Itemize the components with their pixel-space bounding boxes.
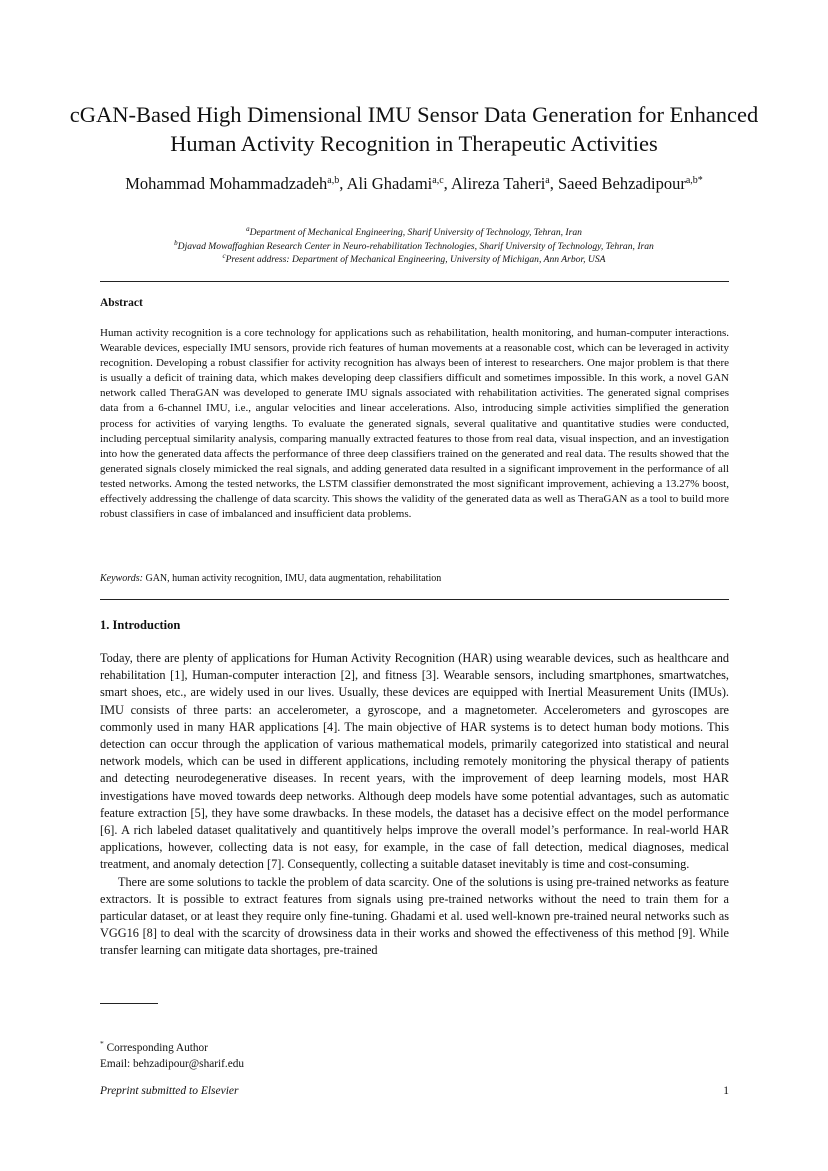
keywords — [100, 573, 441, 584]
footnote — [100, 1040, 244, 1072]
affiliation — [60, 253, 768, 267]
footnote-mark: * — [100, 1039, 104, 1048]
affiliation-text: Present address: Department of Mechanical Engineering, University of Michigan, Ann Arbor, USA — [225, 254, 606, 266]
author-affil-mark: a,c — [432, 175, 444, 186]
abstract-text: Human activity recognition is a core technology for applications such as rehabilitation, health monitoring, and human-computer interactions. Wearable devices, especially IMU sensors, provide rich features of human movements at a reasonable cost, which can be leveraged in activity recognition. Developing a robust classifier for activity recognition has always been of interest to researchers. One major problem is that there is usually a deficit of training data, which makes developing deep classifiers difficult and sometimes impossible. In this work, a novel GAN network called TheraGAN was developed to generate IMU signals associated with rehabilitation activities. The generated signal comprises data from a 6-channel IMU, i.e., angular velocities and linear accelerations. Also, introducing simple activities simplified the generation process for activities of varying lengths. To evaluate the generated signals, several qualitative and quantitative studies were conducted, including perceptual similarity analysis, comparing manually extracted features to those from real data, visual inspection, and an investigation into how the generated data affects the performance of three deep classifiers trained on the generated and real data. The results showed that the generated signals closely mimicked the real signals, and adding generated data resulted in a significant improvement in the performance of all tested networks. Among the tested networks, the LSTM classifier demonstrated the most significant improvement, achieving a 13.27% boost, effectively addressing the challenge of data scarcity. This shows the validity of the generated data as well as TheraGAN as a tool to build more robust classifiers in case of imbalanced and insufficient data problems. — [100, 327, 729, 521]
section-heading-introduction: 1. Introduction — [100, 618, 181, 632]
author-affil-mark: a,b* — [685, 175, 703, 186]
affiliation — [60, 226, 768, 240]
author-name: Mohammad Mohammadzadeh — [125, 174, 328, 193]
introduction-body — [100, 650, 729, 960]
footnote-email: Email: behzadipour@sharif.edu — [100, 1058, 245, 1070]
abstract-divider — [100, 599, 729, 600]
keywords-text: GAN, human activity recognition, IMU, data augmentation, rehabilitation — [145, 573, 442, 584]
author-name: Alireza Taheri — [451, 174, 546, 193]
author-name: Ali Ghadami — [346, 174, 433, 193]
affiliation-list — [60, 226, 768, 267]
body-paragraph: There are some solutions to tackle the problem of data scarcity. One of the solutions is using pre-trained networks as feature extractors. It is possible to extract features from signals using pre-trained networks without the need to train them for a particular dataset, or at least they require only fine-tuning. Ghadami et al. used well-known pre-trained neural networks such as VGG16 [8] to deal with the scarcity of drowsiness data in their works and showed the effectiveness of this method [9]. While transfer learning can mitigate data shortages, pre-trained — [100, 874, 729, 958]
author-affil-mark: a — [545, 175, 550, 186]
author-affil-mark: a,b — [327, 175, 340, 186]
author-list: Mohammad Mohammadzadeh$^{a,b}$, Ali Ghadami$^{a,c}$, Alireza Taheri$^a$, Saeed Behzadipour$^{a,b*}$ — [125, 174, 703, 193]
author-name: Saeed Behzadipour — [558, 174, 686, 193]
affiliation-mark: c — [222, 252, 226, 261]
header-divider — [100, 281, 729, 282]
affiliation-text: Djavad Mowaffaghian Research Center in Neuro-rehabilitation Technologies, Sharif University of Technology, Tehran, Iran — [177, 240, 654, 252]
footer-preprint-note: Preprint submitted to Elsevier — [100, 1085, 239, 1097]
affiliation-text: Department of Mechanical Engineering, Sharif University of Technology, Tehran, Iran — [249, 227, 582, 238]
paper-title: cGAN-Based High Dimensional IMU Sensor Data Generation for Enhanced Human Activity Recognition in Therapeutic Activities — [69, 102, 759, 156]
footnote-corresponding-text: Corresponding Author — [106, 1042, 208, 1054]
affiliation-mark: b — [174, 238, 178, 247]
body-paragraph: Today, there are plenty of applications for Human Activity Recognition (HAR) using wearable devices, such as healthcare and rehabilitation [1], Human-computer interaction [2], and fitness [3]. Wearable sensors, including smartphones, smartwatches, smart shoes, etc., are widely used in our lives. Usually, these devices are equipped with Inertial Measurement Units (IMUs). IMU consists of three parts: an accelerometer, a gyroscope, and a magnetometer. Accelerometers and gyroscopes are commonly used in many HAR applications [4]. The main objective of HAR systems is to detect human body motions. This detection can occur through the application of various mathematical models, primarily categorized into statistical and neural network models, which can be used in different applications, including remotely monitoring the physical therapy of patients and detecting neurodegenerative diseases. In recent years, with the improvement of deep learning models, most HAR investigations have moved towards deep networks. Although deep models have some potential advantages, such as automatic feature extraction [5], they have some drawbacks. In these models, the dataset has a decisive effect on the model performance [6]. A rich labeled dataset qualitatively and quantitively helps improve the overall model’s performance. In real-world HAR applications, however, collecting data is not easy, for example, in the case of fall detection, medical diagnoses, medical treatment, and anomaly detection [7]. Consequently, collecting a suitable dataset inevitably is time and cost-consuming. — [100, 651, 729, 872]
affiliation-mark: a — [246, 225, 250, 233]
keywords-label: Keywords: — [100, 573, 143, 584]
footnote-divider — [100, 1003, 158, 1004]
abstract-heading: Abstract — [100, 297, 143, 309]
footnote-corresponding — [100, 1040, 244, 1056]
page-number: 1 — [723, 1085, 729, 1097]
affiliation — [60, 240, 768, 254]
